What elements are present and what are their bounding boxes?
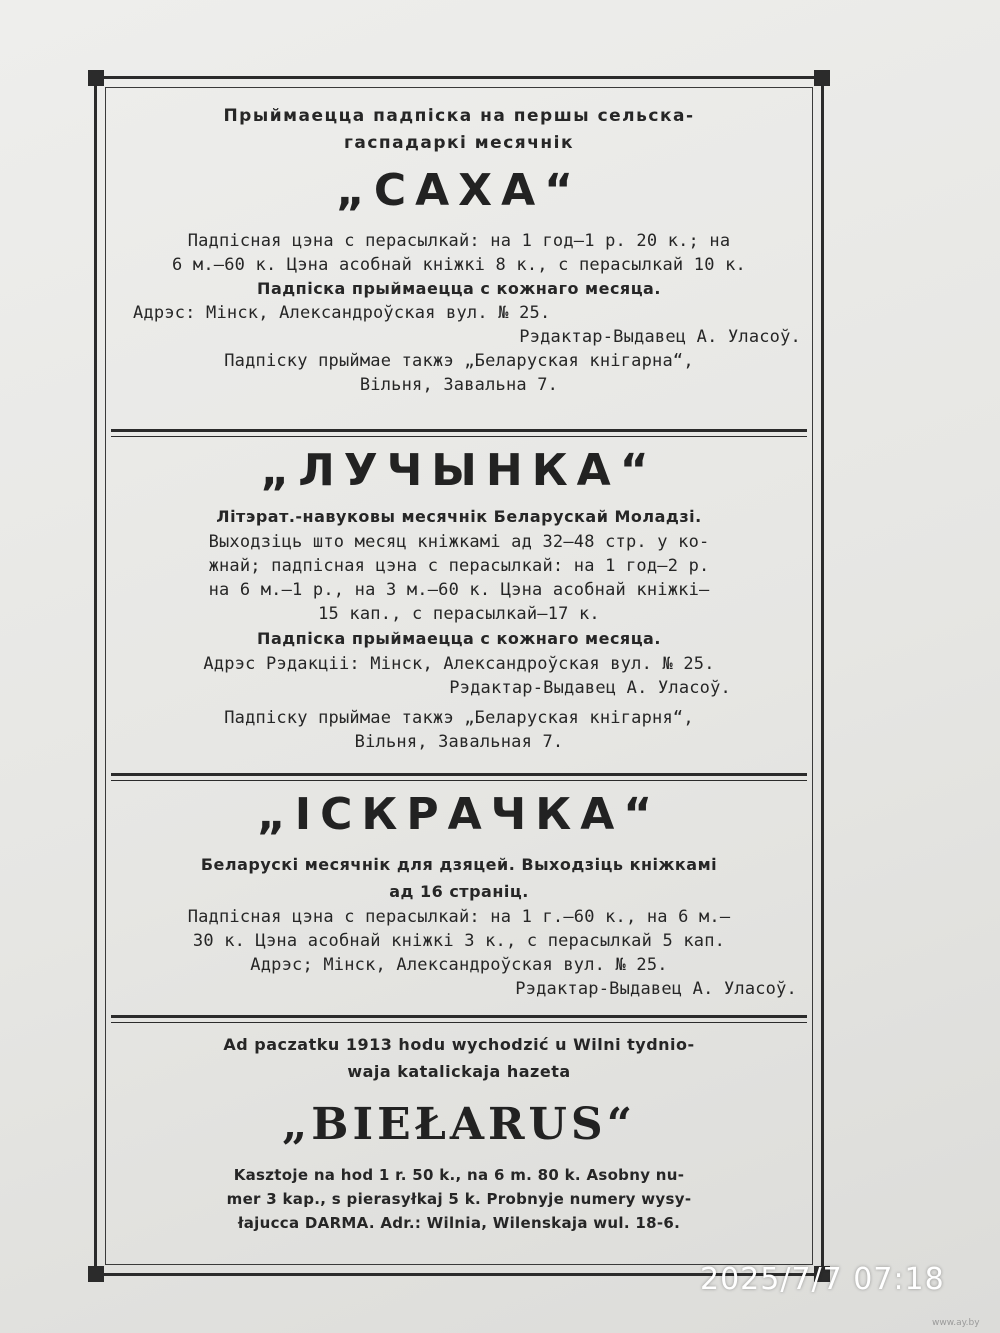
ornamental-border bbox=[94, 76, 824, 1276]
luchynka-subtitle: Літэрат.-навуковы месячнік Беларускай Моладзі. bbox=[216, 507, 702, 526]
iskrachka-title: „ІСКРАЧКА“ bbox=[256, 789, 662, 840]
luchynka-line3: на 6 м.—1 р., на 3 м.—60 к. Цэна асобнай кніжкі— bbox=[208, 580, 710, 600]
iskrachka-subtitle-line2: ад 16 страніц. bbox=[389, 882, 529, 901]
luchynka-line4: 15 кап., с перасылкай—17 к. bbox=[318, 604, 600, 624]
sacha-also-line1: Падпіску прыймае такжэ „Беларуская кнігарна“, bbox=[224, 351, 694, 371]
luchynka-editor: Рэдактар-Выдавец А. Уласоў. bbox=[449, 678, 731, 698]
bielarus-line2: mer 3 kap., s pierasyłkaj 5 k. Probnyje numery wysy- bbox=[226, 1190, 692, 1208]
luchynka-line2: жнай; падпісная цэна с перасылкай: на 1 год—2 р. bbox=[208, 556, 710, 576]
luchynka-subscription-note: Падпіска прыймаецца с кожнаго месяца. bbox=[257, 629, 661, 648]
iskrachka-line1: Падпісная цэна с перасылкай: на 1 г.—60 к., на 6 м.— bbox=[187, 907, 731, 927]
luchynka-title: „ЛУЧЫНКА“ bbox=[260, 445, 658, 496]
sacha-intro-line1: Прыймаецца падпіска на першы сельска- bbox=[223, 106, 695, 126]
section-divider bbox=[111, 429, 807, 437]
luchynka-also-line1: Падпіску прыймае такжэ „Беларуская кнігарня“, bbox=[224, 708, 694, 728]
iskrachka-section bbox=[97, 785, 821, 1001]
bielarus-line1: Kasztoje na hod 1 r. 50 k., na 6 m. 80 k. Asobny nu- bbox=[233, 1166, 685, 1184]
bielarus-line3: łajucca DARMA. Adr.: Wilnia, Wilenskaja wul. 18-6. bbox=[237, 1214, 681, 1232]
section-divider bbox=[111, 773, 807, 781]
iskrachka-subtitle-line1: Беларускі месячнік для дзяцей. Выходзіць кніжкамі bbox=[200, 855, 718, 874]
sacha-intro-line2: гаспадаркі месячнік bbox=[343, 133, 574, 153]
iskrachka-address: Адрэс; Мінск, Александроўская вул. № 25. bbox=[250, 955, 668, 975]
corner-ornament bbox=[814, 70, 830, 86]
bielarus-section bbox=[97, 1031, 821, 1235]
iskrachka-editor: Рэдактар-Выдавец А. Уласоў. bbox=[515, 979, 797, 999]
sacha-section bbox=[97, 103, 821, 397]
luchynka-section bbox=[97, 441, 821, 754]
sacha-price-line2: 6 м.—60 к. Цэна асобнай кніжкі 8 к., с перасылкай 10 к. bbox=[172, 255, 746, 275]
corner-ornament bbox=[88, 1266, 104, 1282]
bielarus-title: „BIEŁARUS“ bbox=[281, 1099, 636, 1150]
sacha-also-line2: Вільня, Завальна 7. bbox=[359, 375, 559, 395]
luchynka-also-line2: Вільня, Завальная 7. bbox=[354, 732, 564, 752]
section-divider bbox=[111, 1015, 807, 1023]
bielarus-intro-line1: Ad paczatku 1913 hodu wychodzić u Wilni tydnio- bbox=[223, 1035, 695, 1054]
bielarus-intro-line2: waja katalickaja hazeta bbox=[347, 1062, 571, 1081]
corner-ornament bbox=[88, 70, 104, 86]
luchynka-line1: Выходзіць што месяц кніжкамі ад 32—48 стр. у ко- bbox=[208, 532, 710, 552]
sacha-editor: Рэдактар-Выдавец А. Уласоў. bbox=[519, 327, 801, 347]
sacha-subscription-note: Падпіска прыймаецца с кожнаго месяца. bbox=[257, 279, 661, 298]
luchynka-address: Адрэс Рэдакціі: Мінск, Александроўская вул. № 25. bbox=[203, 654, 715, 674]
photo-timestamp: 2025/7/7 07:18 bbox=[700, 1262, 945, 1297]
iskrachka-line2: 30 к. Цэна асобнай кніжкі 3 к., с перасылкай 5 кап. bbox=[192, 931, 726, 951]
sacha-address: Адрэс: Мінск, Александроўская вул. № 25. bbox=[133, 303, 551, 323]
sacha-title: „САХА“ bbox=[335, 165, 583, 216]
sacha-price-line1: Падпісная цэна с перасылкай: на 1 год—1 р. 20 к.; на bbox=[187, 231, 731, 251]
site-watermark: www.ay.by bbox=[932, 1318, 980, 1328]
